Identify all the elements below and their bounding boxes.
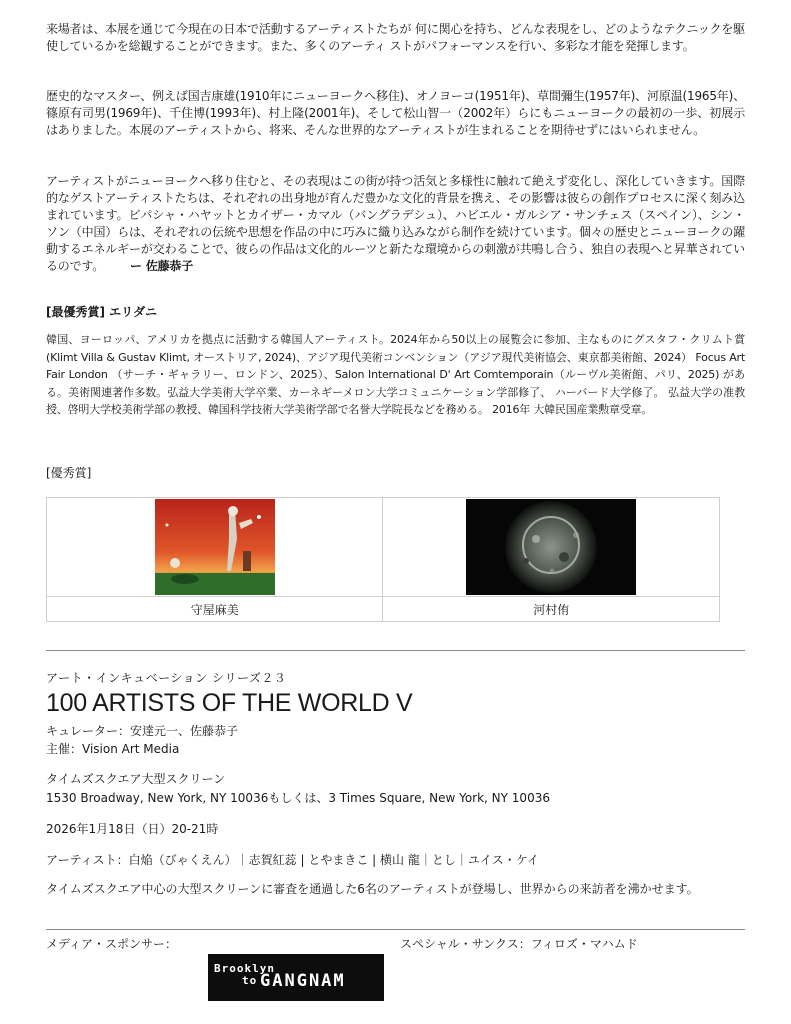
merit-award-heading: [優秀賞] bbox=[46, 466, 92, 480]
event-title: 100 ARTISTS OF THE WORLD V bbox=[46, 689, 413, 717]
artwork-image-2 bbox=[466, 499, 636, 595]
datetime-line: 2026年1月18日（日）20-21時 bbox=[46, 822, 219, 836]
author-signature: ー 佐藤恭子 bbox=[130, 259, 194, 273]
intro-paragraph-1: 来場者は、本展を通じて今現在の日本で活動するアーティストたちが 何に関心を持ち、どんな表現をし、どのようなテクニックを駆使しているかを総観することができます。また、多くのアーティ ストがパフォーマンスを行い、多彩な才能を発揮します。 bbox=[46, 22, 745, 53]
logo-text-to: to bbox=[242, 974, 258, 987]
intro-paragraph-2: 歴史的なマスター、例えば国吉康雄(1910年にニューヨークへ移住)、オノヨーコ(1951年)、草間彌生(1957年)、河原温(1965年)、篠原有司男(1969年)、千住博(1993年)、村上隆(2001年)、そして松山智一（2002年）らにもニューヨークの最初の一歩、初展示はありました。本展のアーティストから、将来、そんな世界的なアーティストが生まれることを期待せずにはいられません。 bbox=[46, 89, 745, 137]
event-description: タイムズスクエア中心の大型スクリーンに審査を通過した6名のアーティストが登場し、世界からの来訪者を沸かせます。 bbox=[46, 882, 699, 896]
intro-paragraph-3 bbox=[46, 173, 745, 275]
artwork-image-1 bbox=[155, 499, 275, 595]
logo-text-brooklyn: Brooklyn bbox=[214, 962, 275, 975]
section-divider bbox=[46, 650, 745, 651]
address-line: 1530 Broadway, New York, NY 10036もしくは、3 Times Square, New York, NY 10036 bbox=[46, 791, 550, 805]
artist-name-1: 守屋麻美 bbox=[47, 597, 383, 622]
artwork-cell-2 bbox=[383, 498, 720, 597]
top-award-heading: [最優秀賞] エリダニ bbox=[46, 305, 158, 319]
intro-paragraph-3-text: アーティストがニューヨークへ移り住むと、その表現はこの街が持つ活気と多様性に触れて絶えず変化し、深化していきます。国際的なゲストアーティストたちは、それぞれの出身地が育んだ豊かな文化的背景を携え、その影響は彼らの創作プロセスに深く刻み込まれています。ビパシャ・ハヤットとカイザー・カマル（バングラデシュ）、ハビエル・ガルシア・サンチェス（スペイン）、シン・ソン（中国）らは、それぞれの伝統や思想を作品の中に巧みに織り込みながら制作を続けています。個々の歴史とニューヨークの躍動するエネルギーが交わることで、彼らの作品は文化的ルーツと新たな環境からの刺激が共鳴し合う、独自の表現へと昇華されているのです。 bbox=[46, 174, 745, 273]
merit-artworks-table bbox=[46, 497, 720, 622]
artist-name-2: 河村侑 bbox=[383, 597, 720, 622]
top-award-bio: 韓国、ヨーロッパ、アメリカを拠点に活動する韓国人アーティスト。2024年から50以上の展覧会に参加、主なものにグスタフ・クリムト賞 (Klimt Villa & Gustav Klimt, オーストリア, 2024)、アジア現代美術コンベンション（アジア現代美術協会、東京都美術館、2024） Focus Art Fair London （サーチ・ギャラリー、ロンドン、2025）、Salon International D' Art Comtemporain（ルーヴル美術館、パリ、2025) がある。美術関連著作多数。弘益大学美術大学卒業、カーネギーメロン大学コミュニケーション学部修了、 ハーバード大学修了。 弘益大学の准教授、啓明大学校美術学部の教授、韓国科学技術大学美術学部で名誉大学院長などを務める。 2016年 大韓民国産業勲章受章。 bbox=[46, 333, 745, 416]
footer-divider bbox=[46, 929, 745, 930]
sponsor-logo bbox=[208, 954, 384, 1001]
logo-text-gangnam: GANGNAM bbox=[260, 971, 346, 991]
media-sponsor-label: メディア・スポンサー： bbox=[46, 937, 178, 951]
series-label: アート・インキュベーション シリーズ２３ bbox=[46, 671, 287, 685]
artwork-cell-1 bbox=[47, 498, 383, 597]
special-thanks-label: スペシャル・サンクス：フィロズ・マハムド bbox=[400, 937, 638, 951]
host-line: 主催：Vision Art Media bbox=[46, 742, 180, 756]
artists-line: アーティスト：白焔（びゃくえん）｜志賀紅蕊 | とやまきこ | 横山 龍｜とし｜ユイス・ケイ bbox=[46, 853, 539, 867]
venue-line: タイムズスクエア大型スクリーン bbox=[46, 772, 226, 786]
curators-line: キュレーター：安達元一、佐藤恭子 bbox=[46, 724, 239, 738]
